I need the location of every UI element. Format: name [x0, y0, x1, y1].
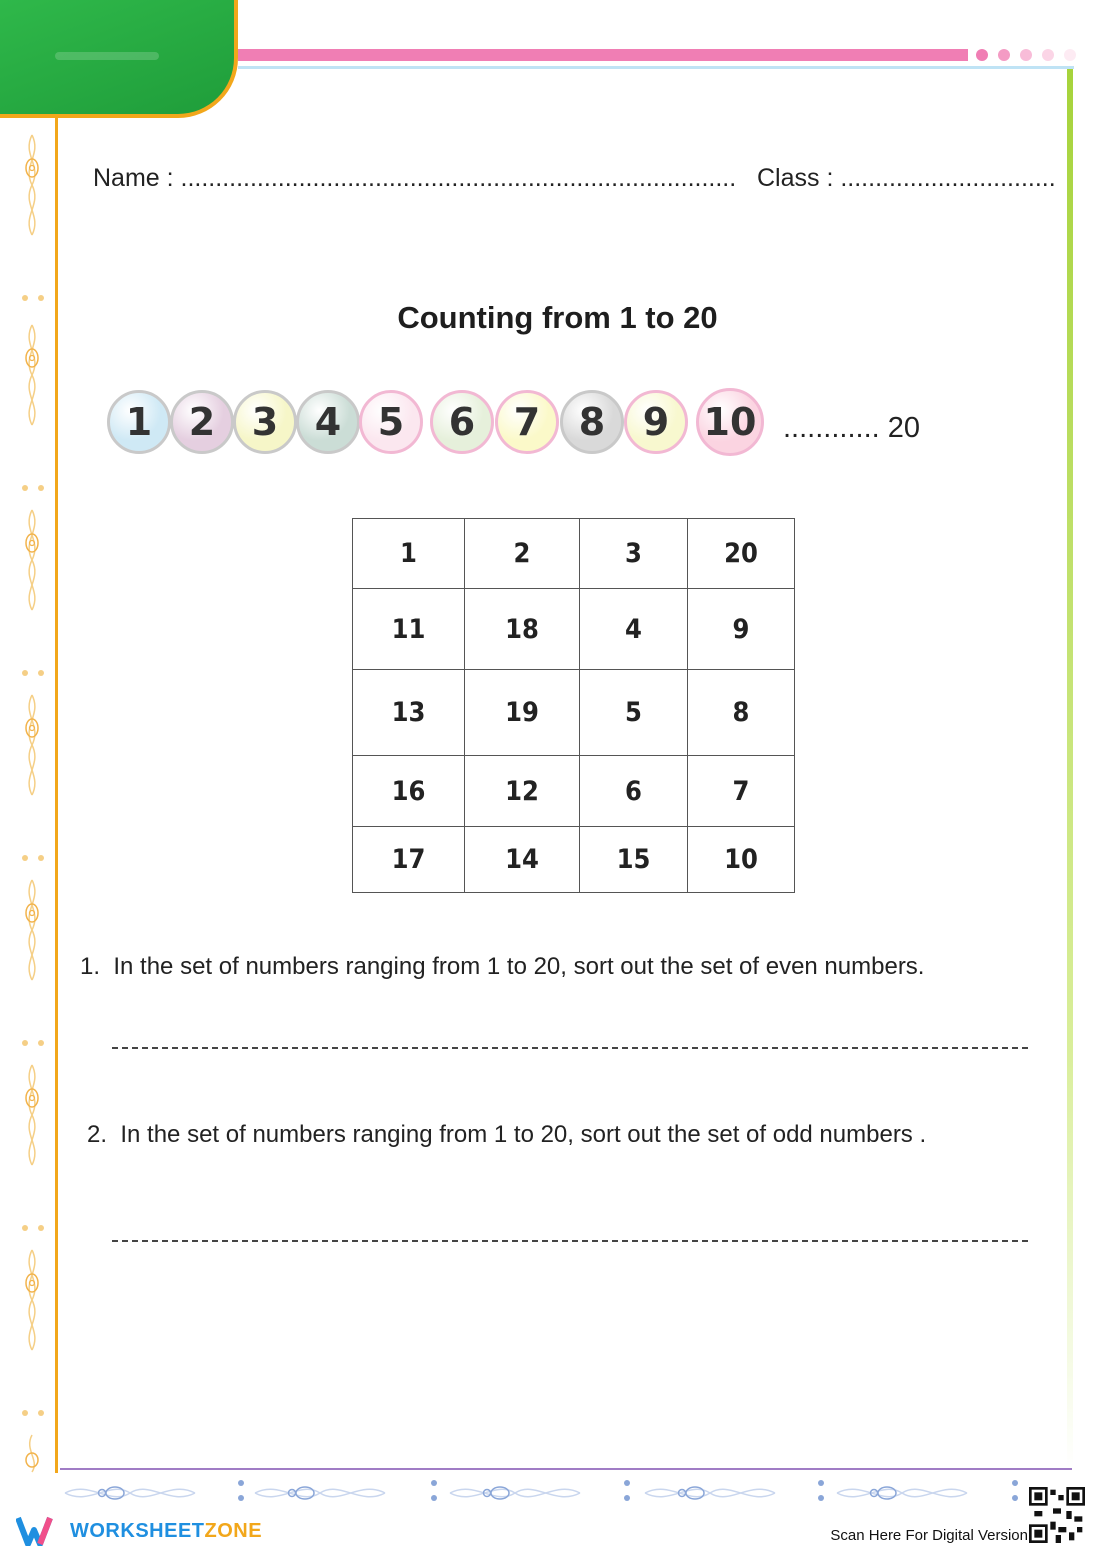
grid-cell: 3 [580, 519, 688, 589]
corner-banner [0, 0, 238, 118]
grid-cell: 13 [353, 670, 465, 756]
side-ornament [14, 1060, 50, 1170]
grid-cell: 16 [353, 756, 465, 827]
question-2 [87, 1121, 926, 1149]
circle-label: 8 [578, 400, 606, 444]
number-circle [495, 390, 559, 454]
footer-dots [1011, 1478, 1019, 1504]
w-logo-icon [16, 1516, 62, 1546]
grid-cell: 8 [688, 670, 795, 756]
bottom-border [60, 1468, 1072, 1470]
number-circle [359, 390, 423, 454]
number-circle [560, 390, 624, 454]
number-circle [107, 390, 171, 454]
side-ornament [14, 875, 50, 985]
footer-dots [623, 1478, 631, 1504]
number-grid [352, 518, 795, 893]
footer-ornament [640, 1478, 780, 1508]
question-number: 1. [80, 953, 101, 980]
grid-cell: 7 [688, 756, 795, 827]
grid-cell: 4 [580, 589, 688, 670]
number-circle [170, 390, 234, 454]
side-ornament [14, 690, 50, 800]
name-field[interactable]: Name : ................................................................................ [93, 164, 737, 192]
footer-ornament [250, 1478, 390, 1508]
grid-cell: 2 [465, 519, 580, 589]
header-dot [1020, 49, 1032, 61]
footer-ornament [445, 1478, 585, 1508]
circle-label: 2 [188, 400, 216, 444]
answer-line-1[interactable] [112, 1047, 1028, 1049]
number-circle [696, 388, 764, 456]
worksheetzone-logo[interactable] [16, 1516, 262, 1546]
grid-cell: 18 [465, 589, 580, 670]
side-ornament [14, 1430, 50, 1475]
grid-cell: 12 [465, 756, 580, 827]
side-dots [20, 1224, 46, 1232]
side-dots [20, 1409, 46, 1417]
side-ornament [14, 1245, 50, 1355]
side-dots [20, 854, 46, 862]
grid-cell: 15 [580, 827, 688, 893]
grid-cell: 9 [688, 589, 795, 670]
side-ornament [14, 505, 50, 615]
grid-cell: 10 [688, 827, 795, 893]
grid-cell: 11 [353, 589, 465, 670]
footer-ornament [832, 1478, 972, 1508]
header-dot [998, 49, 1010, 61]
circle-label: 10 [703, 400, 757, 444]
class-field[interactable]: Class : ............................... [757, 164, 1056, 192]
logo-text-zone: ZONE [204, 1519, 263, 1542]
top-blue-line [238, 66, 1074, 69]
header-dot [1042, 49, 1054, 61]
question-1 [80, 953, 924, 981]
question-text: In the set of numbers ranging from 1 to 20, sort out the set of even numbers. [113, 953, 925, 980]
scan-text: Scan Here For Digital Version [830, 1527, 1028, 1544]
grid-cell: 6 [580, 756, 688, 827]
grid-cell: 20 [688, 519, 795, 589]
footer-ornament [60, 1478, 200, 1508]
side-dots [20, 484, 46, 492]
header-dot [1064, 49, 1076, 61]
top-pink-bar [238, 49, 968, 61]
logo-text-worksheet: WORKSHEET [70, 1519, 205, 1542]
number-circle [624, 390, 688, 454]
circle-label: 3 [251, 400, 279, 444]
page-title: Counting from 1 to 20 [397, 300, 718, 335]
grid-cell: 5 [580, 670, 688, 756]
circle-label: 9 [642, 400, 670, 444]
footer-dots [430, 1478, 438, 1504]
grid-cell: 19 [465, 670, 580, 756]
side-ornament [14, 320, 50, 430]
question-number: 2. [87, 1121, 108, 1148]
answer-line-2[interactable] [112, 1240, 1028, 1242]
side-ornament [14, 130, 50, 240]
circle-label: 6 [448, 400, 476, 444]
qr-code-icon[interactable] [1029, 1487, 1085, 1543]
footer-dots [817, 1478, 825, 1504]
sequence-suffix: ............ 20 [783, 412, 920, 444]
circle-label: 4 [314, 400, 342, 444]
number-circle [296, 390, 360, 454]
circle-label: 7 [513, 400, 541, 444]
number-circle [233, 390, 297, 454]
grid-cell: 1 [353, 519, 465, 589]
question-text: In the set of numbers ranging from 1 to 20, sort out the set of odd numbers . [120, 1121, 927, 1148]
footer-dots [237, 1478, 245, 1504]
side-dots [20, 1039, 46, 1047]
circle-label: 5 [377, 400, 405, 444]
grid-cell: 17 [353, 827, 465, 893]
circle-label: 1 [125, 400, 153, 444]
header-dot [976, 49, 988, 61]
number-circle [430, 390, 494, 454]
right-border [1067, 69, 1073, 1469]
grid-cell: 14 [465, 827, 580, 893]
side-dots [20, 669, 46, 677]
